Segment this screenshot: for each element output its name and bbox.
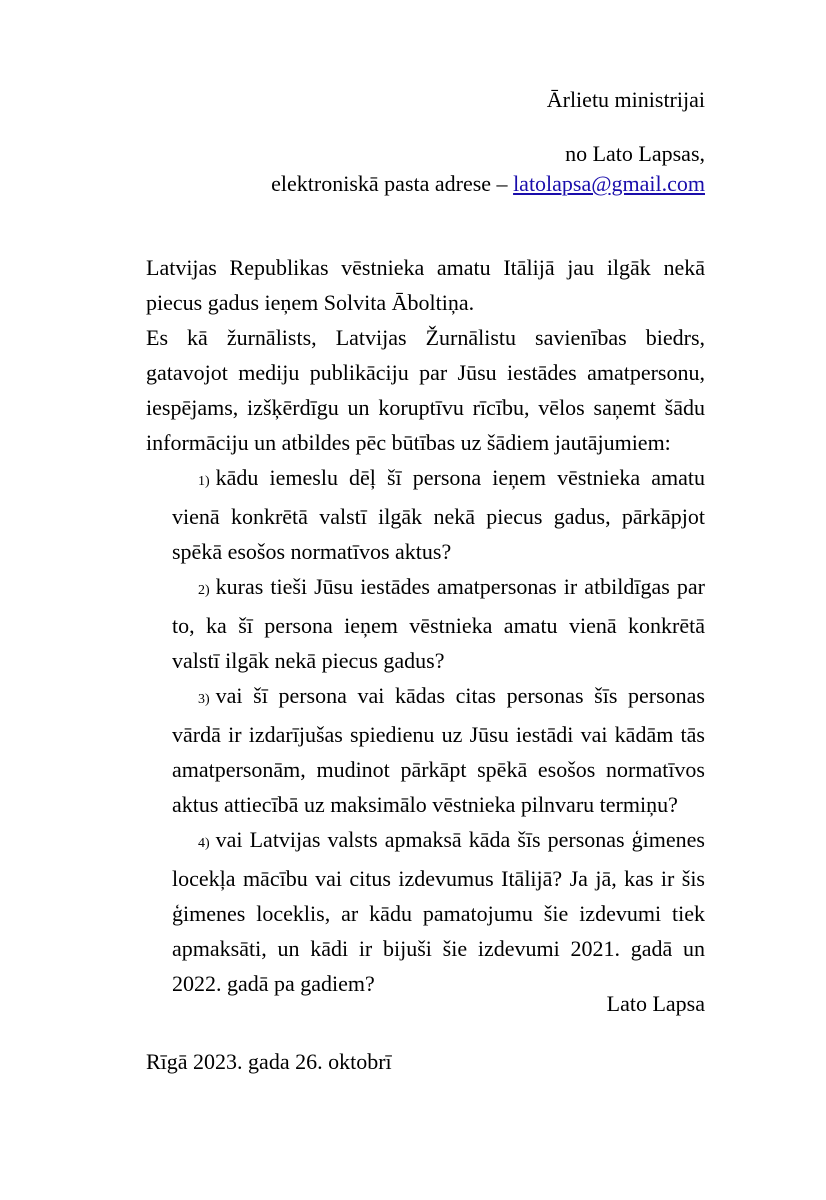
question-number: 3)	[198, 692, 210, 707]
sender-email-line	[271, 166, 705, 201]
addressee: Ārlietu ministrijai	[546, 87, 705, 112]
email-link[interactable]: latolapsa@gmail.com	[513, 171, 705, 196]
question-item	[172, 678, 705, 822]
question-text: kuras tieši Jūsu iestādes amatpersonas ir atbildīgas par to, ka šī persona ieņem vēstnieka amatu vienā konkrētā valstī ilgāk nekā piecus gadus?	[172, 574, 705, 673]
paragraph-1: Latvijas Republikas vēstnieka amatu Itālijā jau ilgāk nekā piecus gadus ieņem Solvita Āboltiņa.	[146, 255, 705, 315]
question-item	[172, 460, 705, 569]
question-number: 4)	[198, 836, 210, 851]
question-item	[172, 569, 705, 678]
sender-line: no Lato Lapsas,	[565, 141, 705, 166]
question-text: kādu iemeslu dēļ šī persona ieņem vēstnieka amatu vienā konkrētā valstī ilgāk nekā piecus gadus, pārkāpjot spēkā esošos normatīvos aktus?	[172, 465, 705, 564]
questions-list	[146, 460, 705, 1001]
question-item	[172, 822, 705, 1001]
email-label: elektroniskā pasta adrese –	[271, 171, 514, 196]
paragraph-2: Es kā žurnālists, Latvijas Žurnālistu savienības biedrs, gatavojot mediju publikāciju par Jūsu iestādes amatpersonu, iespējams, izšķērdīgu un koruptīvu rīcību, vēlos saņemt šādu informāciju un atbildes pēc būtības uz šādiem jautājumiem:	[146, 325, 705, 455]
signature: Lato Lapsa	[606, 991, 705, 1016]
question-text: vai Latvijas valsts apmaksā kāda šīs personas ģimenes locekļa mācību vai citus izdevumus Itālijā? Ja jā, kas ir šis ģimenes loceklis, ar kādu pamatojumu šie izdevumi tiek apmaksāti, un kādi ir bijuši šie izdevumi 2021. gadā un 2022. gadā pa gadiem?	[172, 827, 705, 996]
question-number: 1)	[198, 474, 210, 489]
question-number: 2)	[198, 583, 210, 598]
question-text: vai šī persona vai kādas citas personas šīs personas vārdā ir izdarījušas spiedienu uz Jūsu iestādi vai kādām tās amatpersonām, mudinot pārkāpt spēkā esošos normatīvos aktus attiecībā uz maksimālo vēstnieka pilnvaru termiņu?	[172, 683, 705, 817]
place-date: Rīgā 2023. gada 26. oktobrī	[146, 1049, 392, 1074]
letter-body	[146, 250, 705, 1001]
